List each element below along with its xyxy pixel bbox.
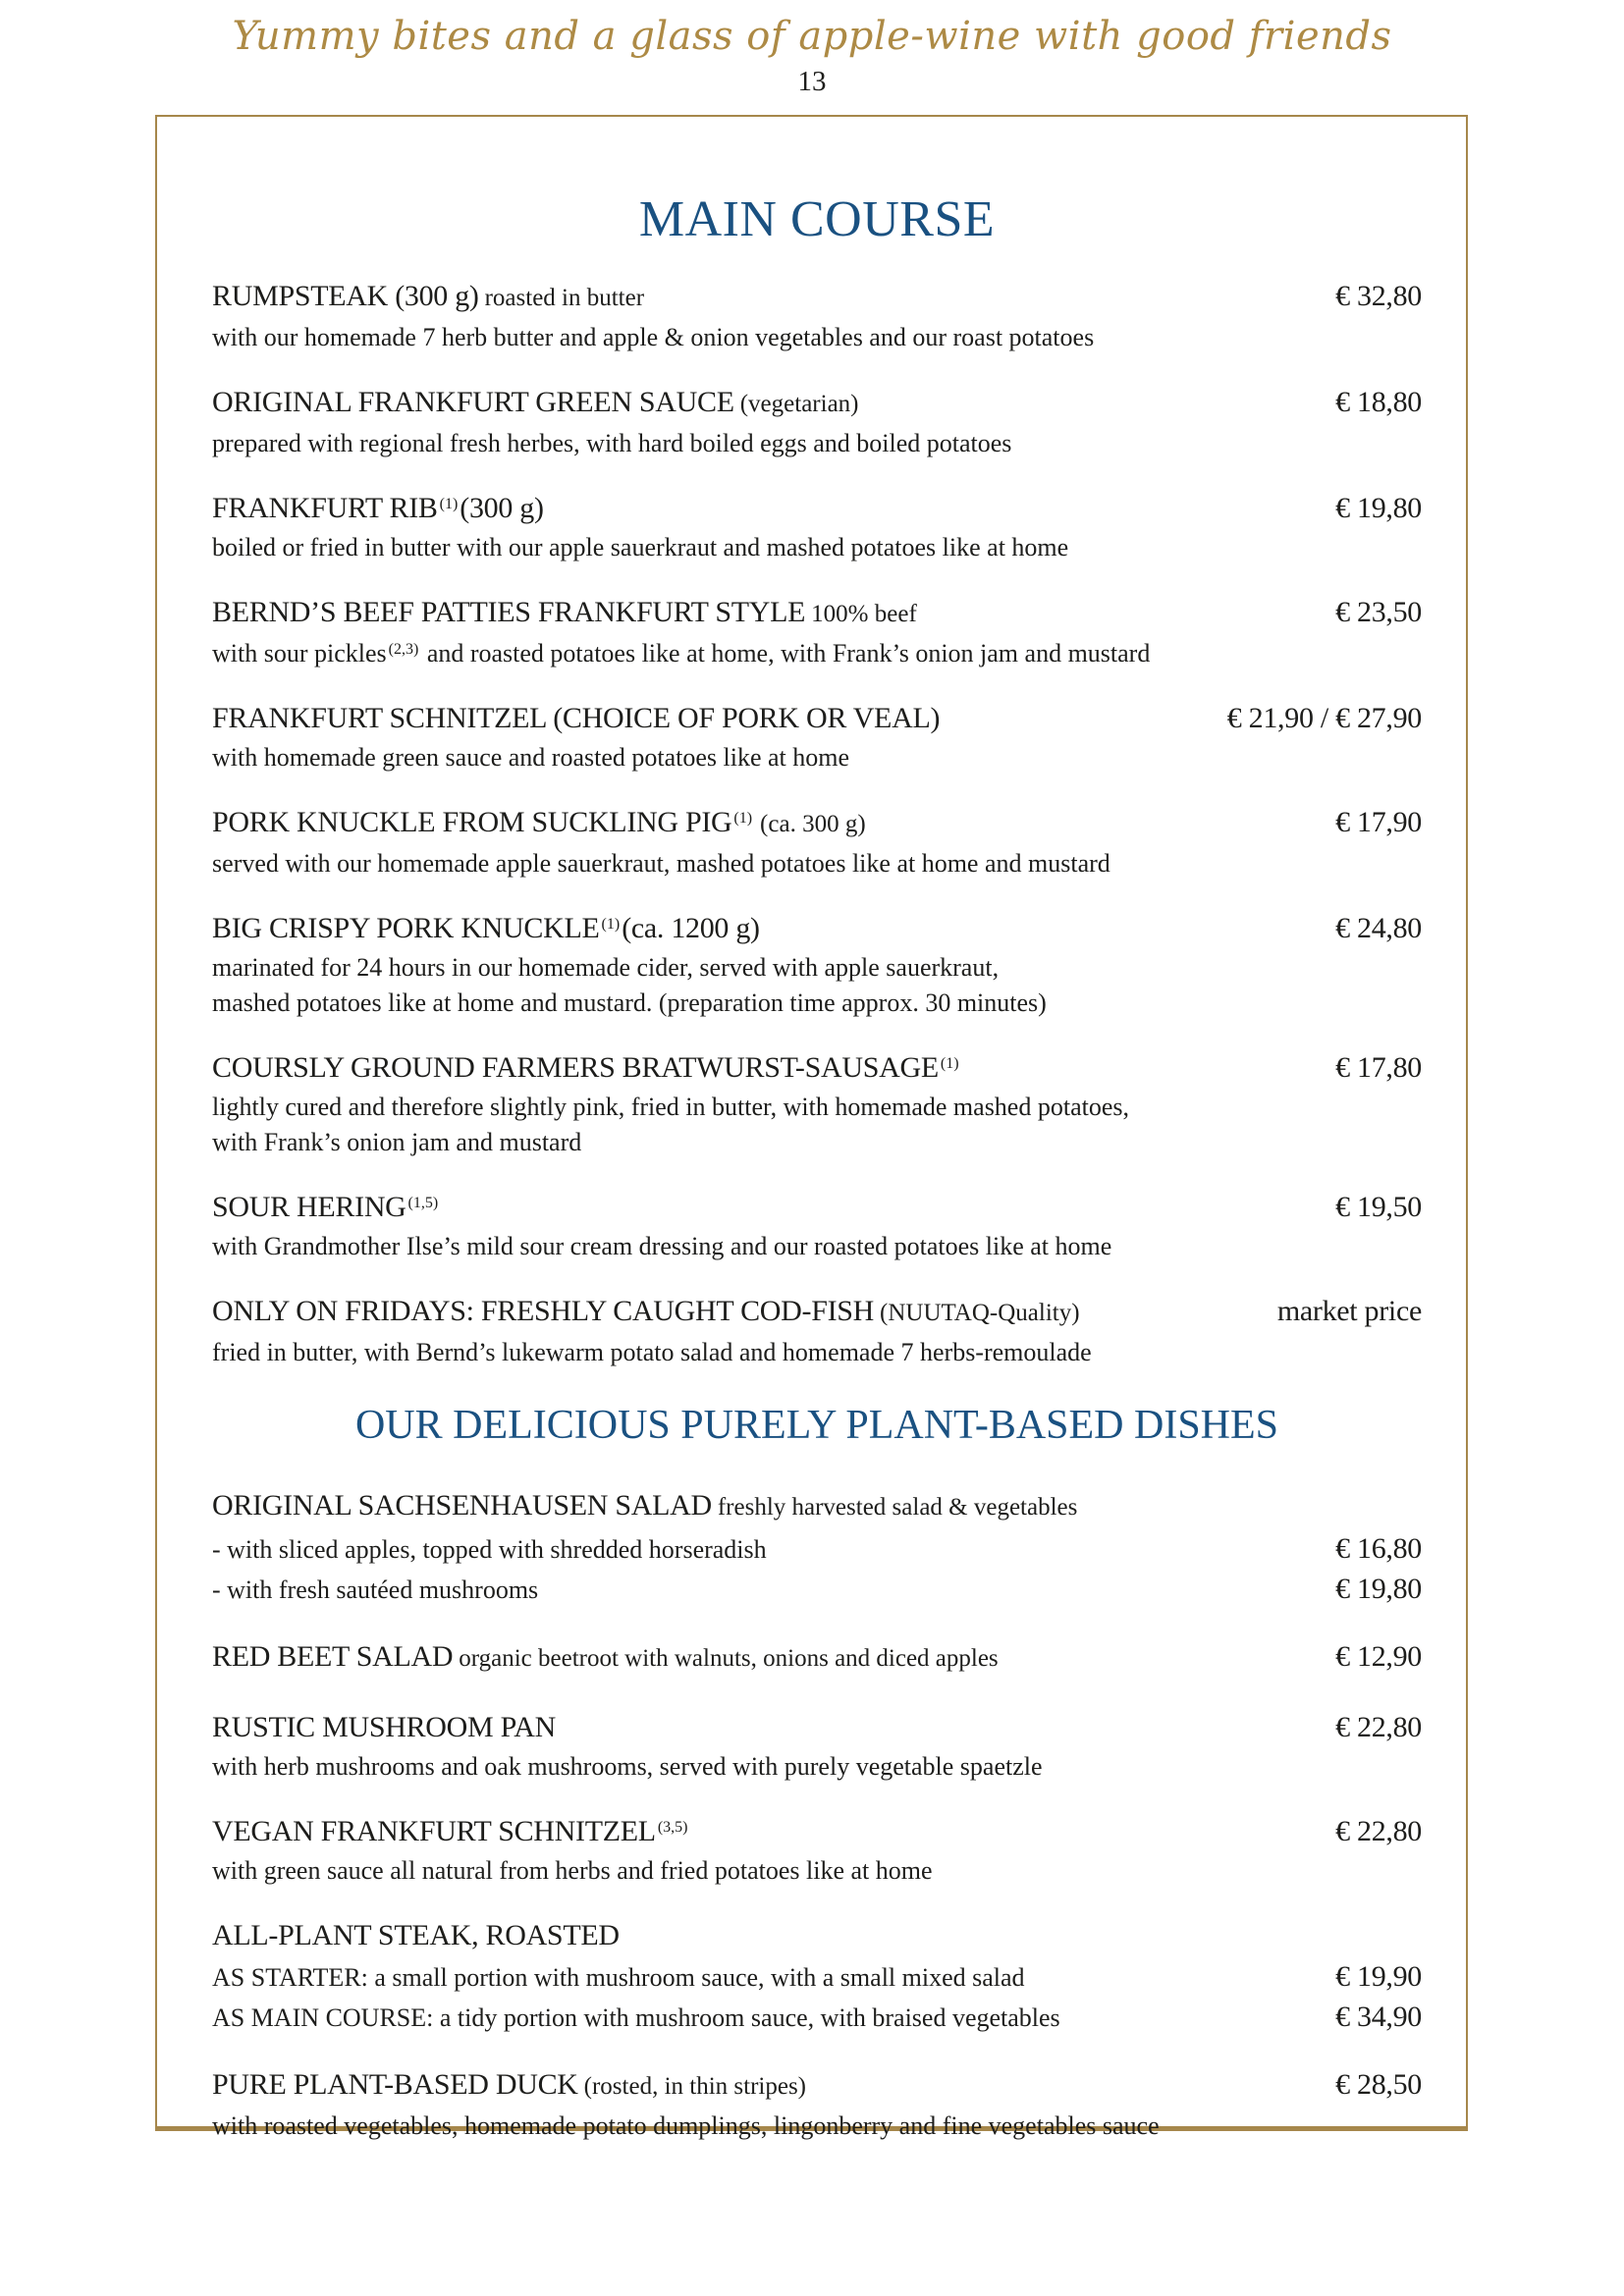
option-price: € 19,80 [1335,1572,1422,1605]
item-description: with green sauce all natural from herbs and fried potatoes like at home [212,1855,933,1885]
item-name [212,1290,1080,1335]
footnote-marker: (1) [601,915,621,933]
item-name [212,275,644,320]
item-name [212,1484,1077,1529]
footnote-marker: (3,5) [657,1818,688,1836]
item-name-row [212,1484,1422,1529]
item-name [212,1046,961,1090]
option-price: € 19,90 [1335,1959,1422,1993]
item-price: € 28,50 [1335,2067,1422,2101]
item-name-row [212,381,1422,426]
item-name-row [212,907,1422,950]
footnote-marker: (1) [940,1054,959,1072]
option-label: - with sliced apples, topped with shredded horseradish [212,1534,767,1564]
menu-item-red-beet-salad [212,1635,1422,1681]
footnote-marker: (2,3) [388,640,419,658]
item-name-tail: (ca. 1200 g) [622,911,760,944]
item-price: € 32,80 [1335,279,1422,312]
item-name-text: FRANKFURT SCHNITZEL (CHOICE OF PORK OR VEAL) [212,701,941,734]
item-name-text: PORK KNUCKLE FROM SUCKLING PIG [212,805,732,838]
item-name-text: SOUR HERING [212,1190,406,1223]
item-price: € 17,80 [1335,1050,1422,1084]
item-description: boiled or fried in butter with our apple sauerkraut and mashed potatoes like at home [212,532,1069,561]
section-title-plant-based: OUR DELICIOUS PURELY PLANT-BASED DISHES [354,1402,1279,1448]
item-description: served with our homemade apple sauerkraut, mashed potatoes like at home and mustard [212,848,1110,878]
item-description: with homemade green sauce and roasted potatoes like at home [212,742,850,772]
item-price: € 17,90 [1335,805,1422,838]
menu-item-green-sauce [212,381,1422,461]
menu-item-beef-patties [212,591,1422,671]
menu-item-cod-fish [212,1290,1422,1370]
description-text: and roasted potatoes like at home, with Frank’s onion jam and mustard [420,638,1151,667]
item-name [212,1706,556,1749]
item-description: lightly cured and therefore slightly pink, fried in butter, with homemade mashed potatoes, [212,1092,1129,1121]
item-name-row [212,591,1422,636]
item-description: with Frank’s onion jam and mustard [212,1127,582,1156]
menu-item-rustic-mushroom-pan [212,1706,1422,1785]
section-title-main-course: MAIN COURSE [638,190,996,247]
item-name-suffix: organic beetroot with walnuts, onions and diced apples [459,1644,999,1672]
item-option-row [212,1570,1422,1610]
item-name-row [212,801,1422,846]
item-description: fried in butter, with Bernd’s lukewarm potato salad and homemade 7 herbs-remoulade [212,1337,1092,1366]
item-name-row [212,1046,1422,1090]
item-name [212,381,859,426]
menu-item-plant-based-duck [212,2063,1422,2144]
item-name-row [212,2063,1422,2109]
item-name-text: RUSTIC MUSHROOM PAN [212,1710,556,1743]
item-name [212,907,760,950]
item-price: € 12,90 [1335,1639,1422,1673]
option-label: AS MAIN COURSE: a tidy portion with mushroom sauce, with braised vegetables [212,2002,1060,2032]
item-name [212,1186,440,1229]
item-name [212,801,866,846]
option-label: AS STARTER: a small portion with mushroom sauce, with a small mixed salad [212,1962,1025,1992]
item-option-row [212,1957,1422,1998]
item-description: with our homemade 7 herb butter and apple & onion vegetables and our roast potatoes [212,322,1095,351]
menu-item-big-crispy-pork-knuckle [212,907,1422,1021]
menu-item-pork-knuckle-suckling [212,801,1422,881]
item-name [212,2063,806,2109]
item-name-text: ORIGINAL SACHSENHAUSEN SALAD [212,1488,712,1522]
item-name [212,591,917,636]
menu-item-sachsenhausen-salad [212,1484,1422,1610]
item-name-row [212,1914,1422,1957]
item-price: € 24,80 [1335,911,1422,944]
item-name-text: PURE PLANT-BASED DUCK [212,2067,578,2101]
menu-item-bratwurst-sausage [212,1046,1422,1160]
item-name [212,1810,690,1853]
item-option-row [212,1998,1422,2038]
item-name-text: ORIGINAL FRANKFURT GREEN SAUCE [212,385,734,418]
footer-tagline: Yummy bites and a glass of apple-wine with good friends [232,14,1392,59]
page-number: 13 [797,66,827,97]
item-price: € 22,80 [1335,1710,1422,1743]
item-name [212,487,544,530]
item-name [212,1914,620,1957]
item-name-suffix: (vegetarian) [739,390,859,417]
item-description: with herb mushrooms and oak mushrooms, served with purely vegetable spaetzle [212,1751,1043,1781]
item-price: € 19,50 [1335,1190,1422,1223]
menu-item-frankfurt-schnitzel [212,697,1422,775]
option-price: € 16,80 [1335,1531,1422,1565]
item-name [212,1635,999,1681]
item-name-row [212,487,1422,530]
footnote-marker: (1) [733,809,753,827]
item-name-text: VEGAN FRANKFURT SCHNITZEL [212,1814,656,1847]
item-price: € 18,80 [1335,385,1422,418]
item-name-text: ALL-PLANT STEAK, ROASTED [212,1918,620,1951]
item-name-row [212,275,1422,320]
item-price: market price [1276,1294,1422,1327]
item-name-text: RUMPSTEAK (300 g) [212,279,479,312]
item-name-text: FRANKFURT RIB [212,491,438,524]
item-name-row [212,1186,1422,1229]
item-name-text: BIG CRISPY PORK KNUCKLE [212,911,600,944]
item-description: with Grandmother Ilse’s mild sour cream dressing and our roasted potatoes like at home [212,1231,1112,1260]
item-name-row [212,1635,1422,1681]
menu-item-sour-hering [212,1186,1422,1264]
option-price: € 34,90 [1335,2000,1422,2033]
item-name-suffix: freshly harvested salad & vegetables [717,1493,1078,1521]
item-name-row [212,1810,1422,1853]
item-description: with roasted vegetables, homemade potato dumplings, lingonberry and fine vegetables sauce [212,2110,1160,2140]
item-description: prepared with regional fresh herbes, with hard boiled eggs and boiled potatoes [212,428,1012,457]
menu-item-vegan-schnitzel [212,1810,1422,1889]
menu-item-frankfurt-rib [212,487,1422,565]
item-name-text: ONLY ON FRIDAYS: FRESHLY CAUGHT COD-FISH [212,1294,875,1327]
item-description: mashed potatoes like at home and mustard. (preparation time approx. 30 minutes) [212,988,1047,1017]
footnote-marker: (1) [439,495,459,512]
menu-item-all-plant-steak [212,1914,1422,2038]
item-name-suffix: roasted in butter [484,284,645,311]
description-text: with sour pickles [212,638,387,667]
item-name-suffix: (NUUTAQ-Quality) [880,1299,1080,1326]
item-name-suffix: (ca. 300 g) [760,810,866,837]
item-name-text: COURSLY GROUND FARMERS BRATWURST-SAUSAGE [212,1050,939,1084]
item-price: € 19,80 [1335,491,1422,524]
item-name-suffix: (rosted, in thin stripes) [583,2072,807,2100]
item-price: € 23,50 [1335,595,1422,628]
item-description [212,636,1422,671]
item-description: marinated for 24 hours in our homemade cider, served with apple sauerkraut, [212,952,1000,982]
item-name-row [212,697,1422,740]
item-name [212,697,940,740]
item-name-row [212,1290,1422,1335]
menu-frame [155,115,1468,2140]
item-option-row [212,1529,1422,1570]
item-name-text: BERND’S BEEF PATTIES FRANKFURT STYLE [212,595,806,628]
footnote-marker: (1,5) [407,1194,439,1211]
menu-item-rumpsteak [212,275,1422,355]
item-name-text: RED BEET SALAD [212,1639,454,1673]
option-label: - with fresh sautéed mushrooms [212,1575,539,1604]
item-name-tail: (300 g) [460,491,544,524]
item-name-row [212,1706,1422,1749]
item-price: € 22,80 [1335,1814,1422,1847]
item-name-suffix: 100% beef [811,600,917,627]
item-price: € 21,90 / € 27,90 [1226,701,1422,734]
